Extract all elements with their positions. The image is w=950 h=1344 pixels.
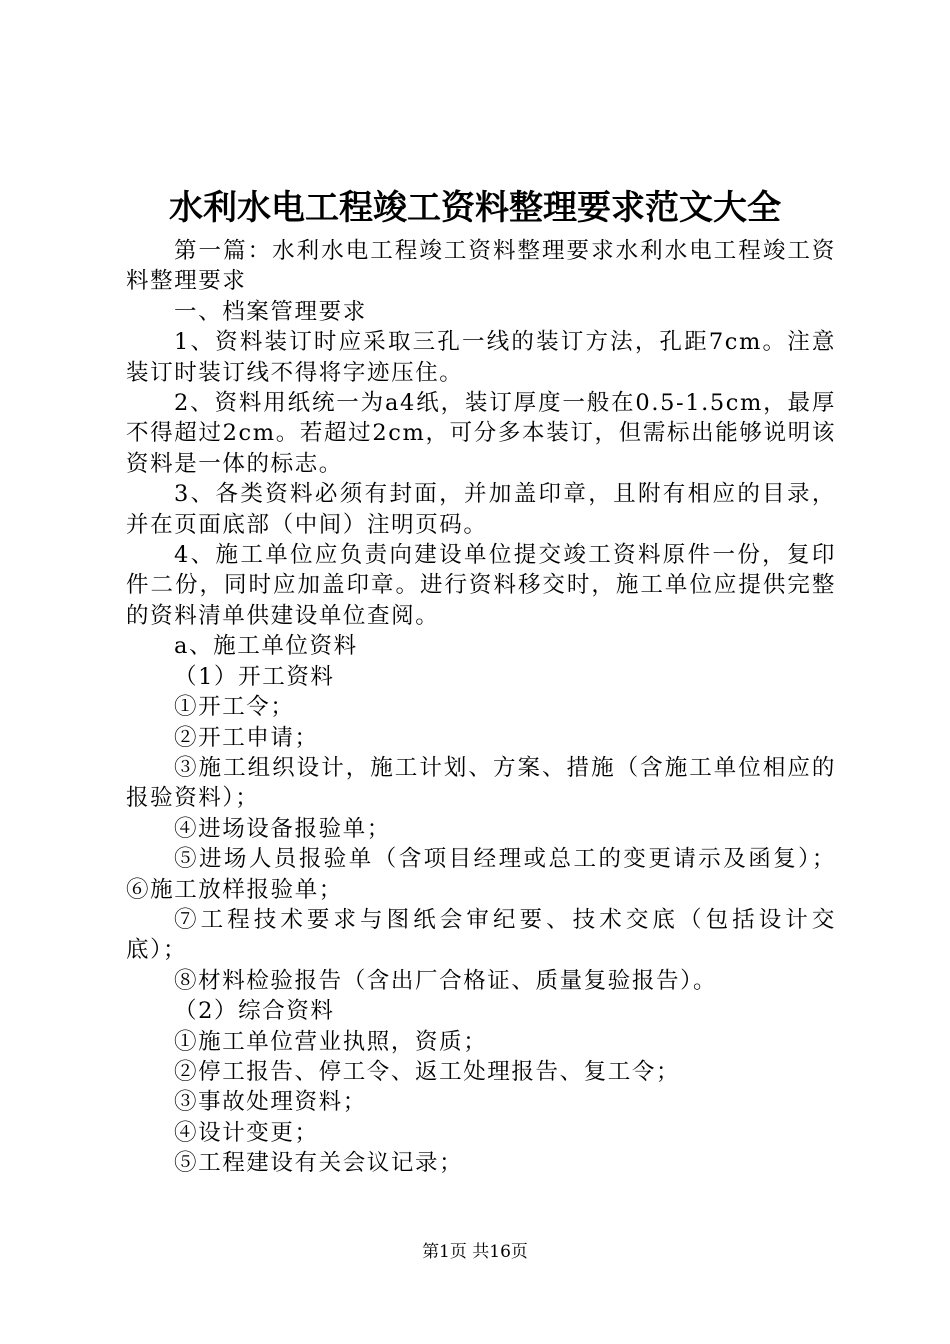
list-item: ①施工单位营业执照，资质；: [174, 1028, 488, 1055]
paragraph: 2、资料用纸统一为a4纸，装订厚度一般在0.5-1.5cm，最厚不得超过2cm。若超过2cm，可分多本装订，但需标出能够说明该资料是一体的标志。: [126, 390, 836, 477]
paragraph: 1、资料装订时应采取三孔一线的装订方法，孔距7cm。注意装订时装订线不得将字迹压住。: [126, 329, 836, 386]
section-heading: a、施工单位资料: [174, 633, 358, 660]
section-heading: 一、档案管理要求: [174, 298, 367, 325]
list-item: ④设计变更；: [174, 1119, 319, 1146]
list-item: ②停工报告、停工令、返工处理报告、复工令；: [174, 1058, 681, 1085]
list-item: ⑤进场人员报验单（含项目经理或总工的变更请示及函复）；⑥施工放样报验单；: [126, 846, 836, 903]
list-item: ④进场设备报验单；: [174, 815, 391, 842]
page-footer: 第1页 共16页: [422, 1242, 528, 1262]
paragraph: 3、各类资料必须有封面，并加盖印章，且附有相应的目录，并在页面底部（中间）注明页码。: [126, 481, 836, 538]
list-item: ⑤工程建设有关会议记录；: [174, 1150, 464, 1177]
subsection-heading: （2）综合资料: [174, 998, 335, 1025]
list-item: ③施工组织设计，施工计划、方案、措施（含施工单位相应的报验资料）；: [126, 754, 836, 812]
list-item: ③事故处理资料；: [174, 1089, 367, 1116]
subsection-heading: （1）开工资料: [174, 663, 335, 690]
paragraph: 第一篇：水利水电工程竣工资料整理要求水利水电工程竣工资料整理要求: [126, 238, 836, 295]
list-item: ⑦工程技术要求与图纸会审纪要、技术交底（包括设计交底）；: [126, 906, 836, 964]
document-title: 水利水电工程竣工资料整理要求范文大全: [169, 188, 781, 228]
document-body: [126, 236, 836, 1179]
paragraph: 4、施工单位应负责向建设单位提交竣工资料原件一份，复印件二份，同时应加盖印章。进行资料移交时，施工单位应提供完整的资料清单供建设单位查阅。: [126, 542, 836, 629]
list-item: ⑧材料检验报告（含出厂合格证、质量复验报告）。: [174, 967, 718, 994]
list-item: ①开工令；: [174, 694, 295, 721]
list-item: ②开工申请；: [174, 724, 319, 751]
